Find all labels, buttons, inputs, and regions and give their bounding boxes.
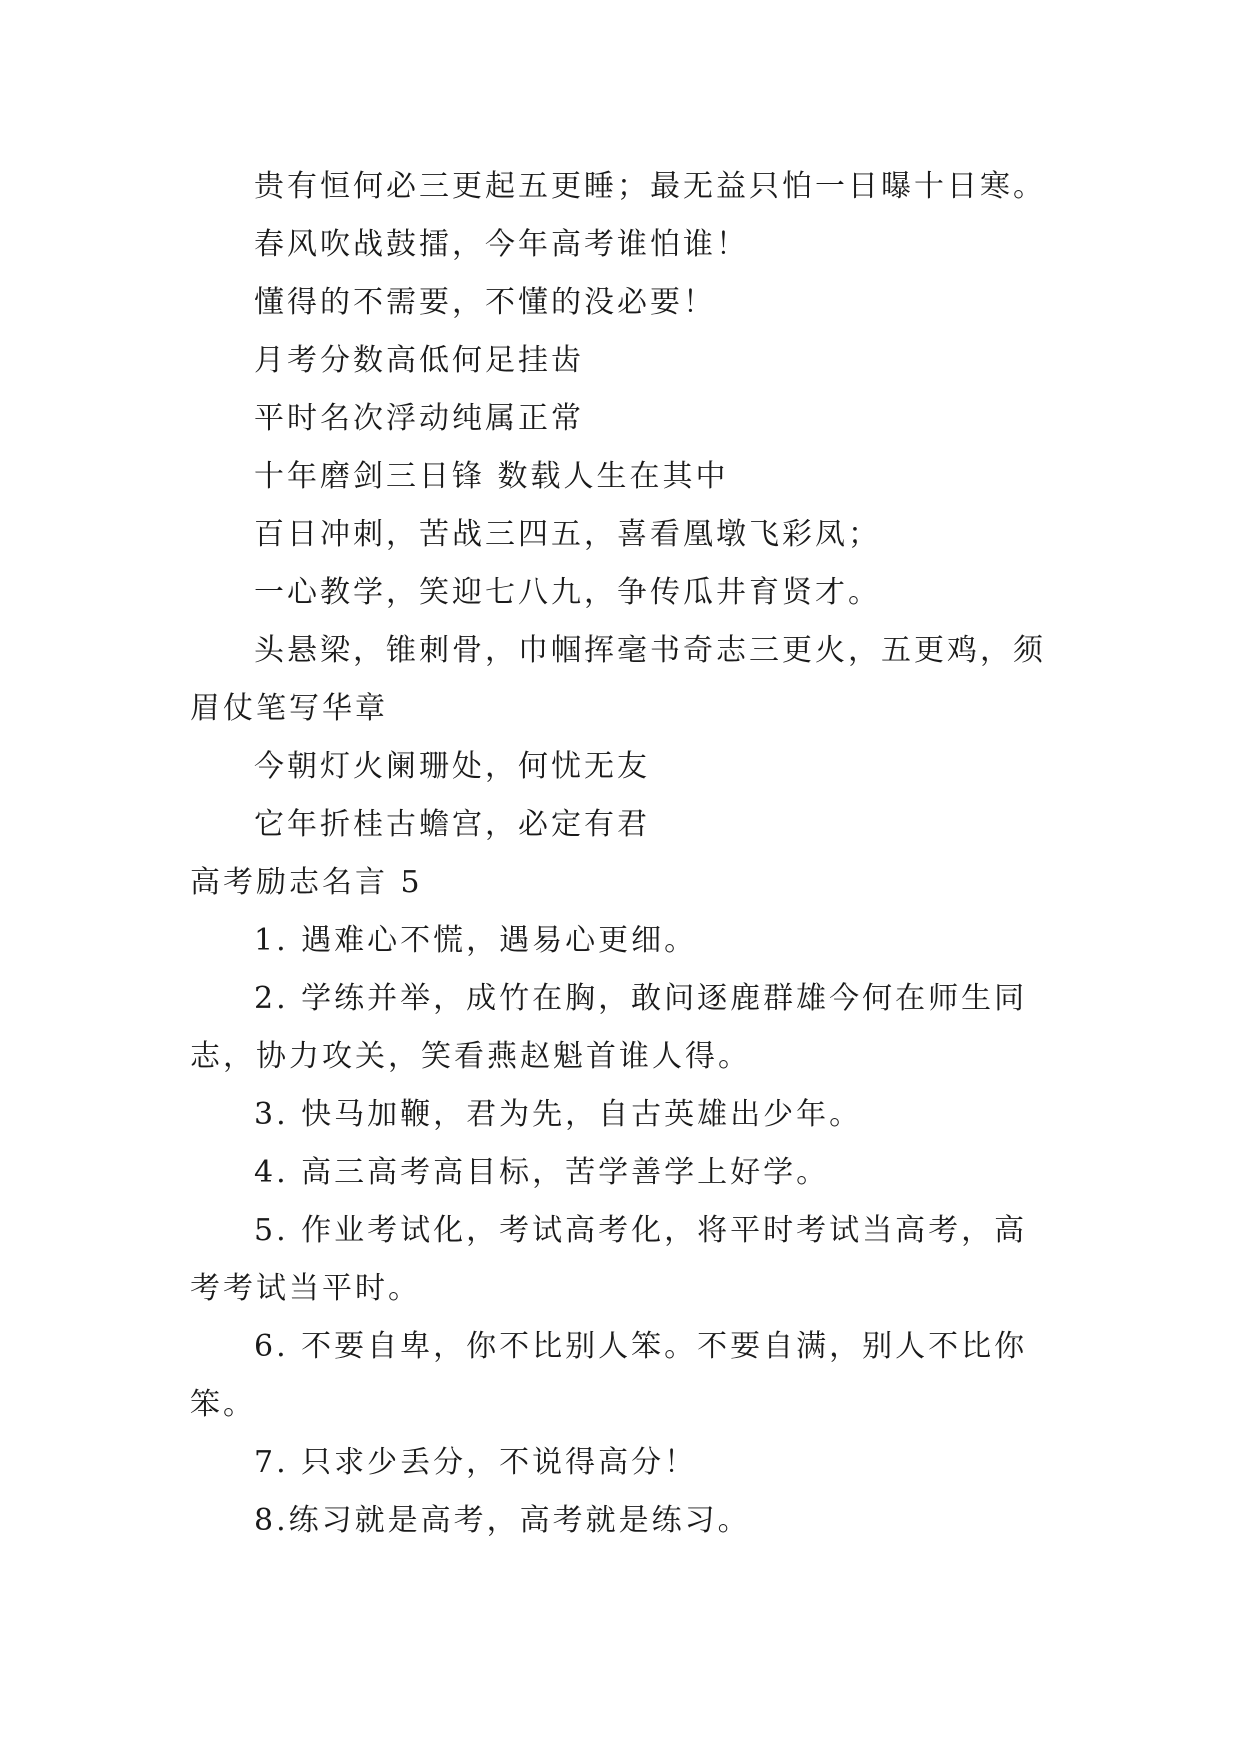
list-item: 5. 作业考试化，考试高考化，将平时考试当高考，高考考试当平时。 (190, 1213, 1028, 1306)
list-item: 1. 遇难心不慌，遇易心更细。 (254, 923, 698, 958)
text-line: 懂得的不需要，不懂的没必要！ (254, 285, 716, 320)
text-line: 一心教学，笑迎七八九，争传瓜井育贤才。 (254, 575, 881, 610)
text-line: 它年折桂古蟾宫，必定有君 (254, 807, 650, 842)
section-heading: 高考励志名言 5 (190, 865, 423, 900)
list-item: 7. 只求少丢分，不说得高分！ (254, 1445, 698, 1480)
list-item: 6. 不要自卑，你不比别人笨。不要自满，别人不比你笨。 (190, 1329, 1028, 1422)
text-paragraph: 头悬梁，锥刺骨，巾帼挥毫书奇志三更火，五更鸡，须眉仗笔写华章 (190, 633, 1046, 726)
list-item: 2. 学练并举，成竹在胸，敢问逐鹿群雄今何在师生同志，协力攻关，笑看燕赵魁首谁人得。 (190, 981, 1028, 1074)
list-item: 8.练习就是高考，高考就是练习。 (254, 1503, 751, 1538)
text-line: 今朝灯火阑珊处，何忧无友 (254, 749, 650, 784)
list-item: 4. 高三高考高目标，苦学善学上好学。 (254, 1155, 830, 1190)
text-line: 月考分数高低何足挂齿 (254, 343, 584, 378)
list-item: 3. 快马加鞭，君为先，自古英雄出少年。 (254, 1097, 863, 1132)
text-line: 平时名次浮动纯属正常 (254, 401, 584, 436)
text-line: 百日冲刺，苦战三四五，喜看凰墩飞彩凤； (254, 517, 881, 552)
text-line: 春风吹战鼓擂，今年高考谁怕谁！ (254, 227, 749, 262)
text-line: 十年磨剑三日锋 数载人生在其中 (254, 459, 729, 494)
text-line: 贵有恒何必三更起五更睡；最无益只怕一日曝十日寒。 (254, 169, 1046, 204)
document-body (190, 158, 1050, 1550)
